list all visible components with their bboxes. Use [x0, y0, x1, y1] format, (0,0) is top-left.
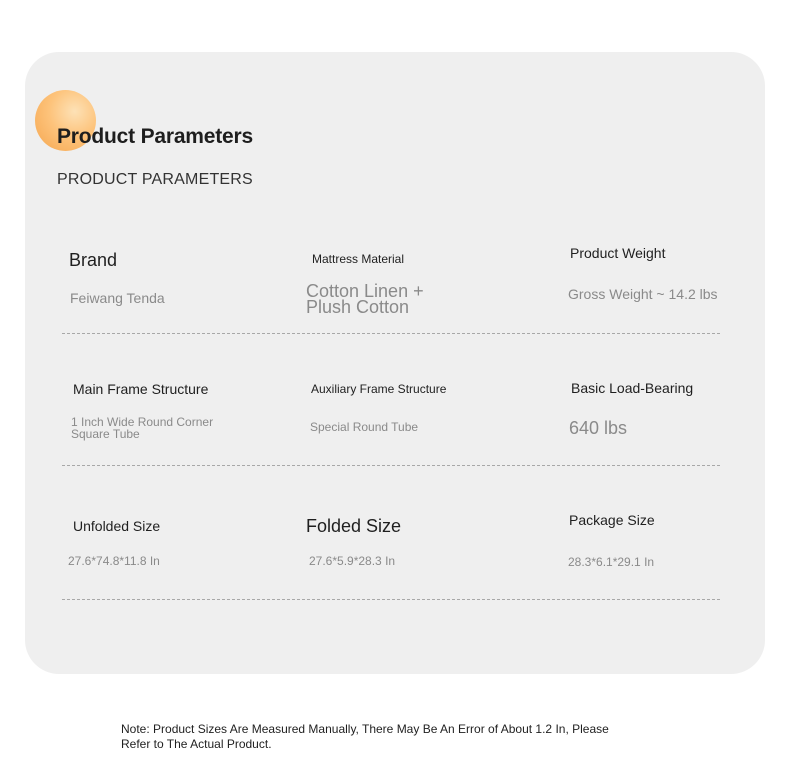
unfolded-size-value: 27.6*74.8*11.8 In	[68, 554, 160, 568]
page-title: Product Parameters	[57, 125, 253, 148]
product-weight-label: Product Weight	[570, 245, 666, 261]
mattress-material-value-line2: Plush Cotton	[306, 297, 410, 317]
measurement-note-line1: Note: Product Sizes Are Measured Manually, There May Be An Error of About 1.2 In, Please	[121, 722, 609, 736]
main-frame-label: Main Frame Structure	[73, 381, 209, 397]
row-divider-2	[62, 465, 720, 466]
folded-size-label: Folded Size	[306, 516, 402, 536]
brand-value: Feiwang Tenda	[70, 290, 165, 306]
measurement-note-line2: Refer to The Actual Product.	[121, 737, 272, 751]
unfolded-size-label: Unfolded Size	[73, 518, 161, 534]
page-subtitle: PRODUCT PARAMETERS	[57, 171, 253, 188]
row-divider-1	[62, 333, 720, 334]
load-bearing-value: 640 lbs	[569, 418, 628, 438]
measurement-note	[121, 722, 681, 752]
package-size-value: 28.3*6.1*29.1 In	[568, 555, 655, 569]
auxiliary-frame-label: Auxiliary Frame Structure	[311, 382, 447, 396]
load-bearing-label: Basic Load-Bearing	[571, 380, 694, 396]
package-size-label: Package Size	[569, 512, 655, 528]
row-divider-3	[62, 599, 720, 600]
folded-size-value: 27.6*5.9*28.3 In	[309, 554, 396, 568]
main-frame-value-line2: Square Tube	[71, 427, 140, 441]
main-frame-value-line1: 1 Inch Wide Round Corner	[71, 415, 214, 429]
product-weight-value: Gross Weight ~ 14.2 lbs	[568, 286, 718, 302]
auxiliary-frame-value: Special Round Tube	[310, 420, 419, 434]
mattress-material-label: Mattress Material	[312, 252, 405, 266]
brand-label: Brand	[69, 250, 118, 270]
mattress-material-value-line1: Cotton Linen +	[306, 281, 424, 301]
